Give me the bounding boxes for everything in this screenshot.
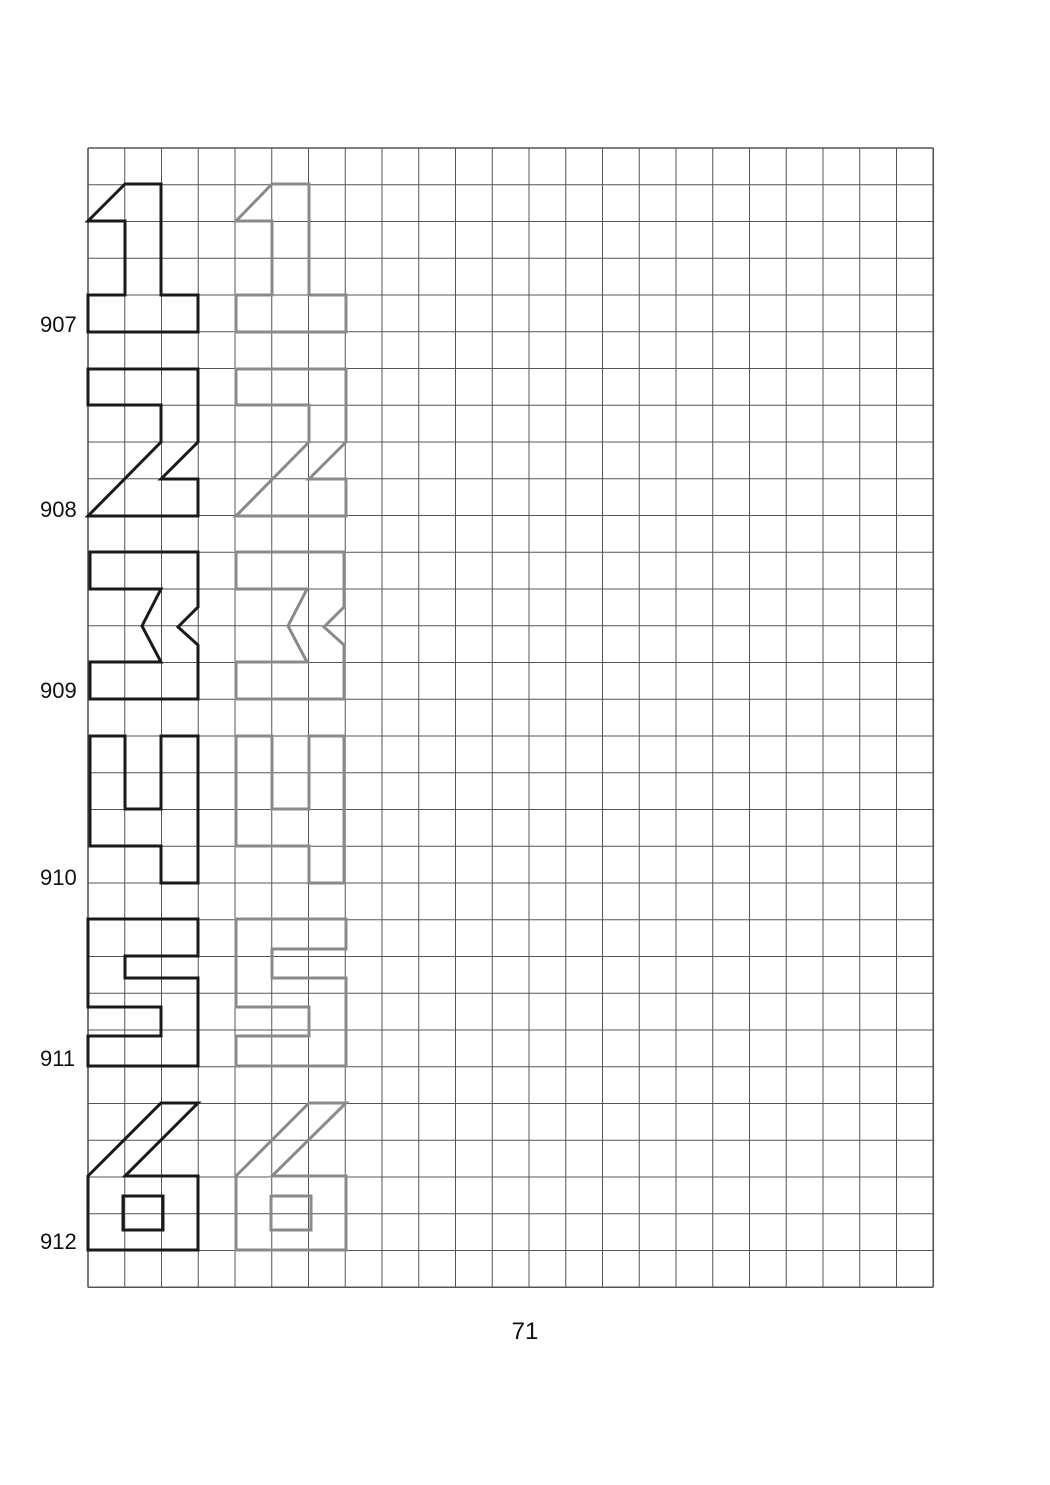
grid-lines — [88, 148, 933, 1287]
digit-five-trace — [236, 919, 346, 1066]
digit-five-sample — [88, 919, 198, 1066]
exercise-number-911: 911 — [40, 1046, 76, 1071]
page-number: 71 — [511, 1318, 539, 1345]
exercise-number-908: 908 — [40, 497, 77, 522]
exercise-number-907: 907 — [40, 312, 77, 337]
exercise-number-909: 909 — [40, 678, 77, 703]
exercise-number-910: 910 — [40, 865, 77, 890]
exercise-number-912: 912 — [40, 1229, 77, 1254]
